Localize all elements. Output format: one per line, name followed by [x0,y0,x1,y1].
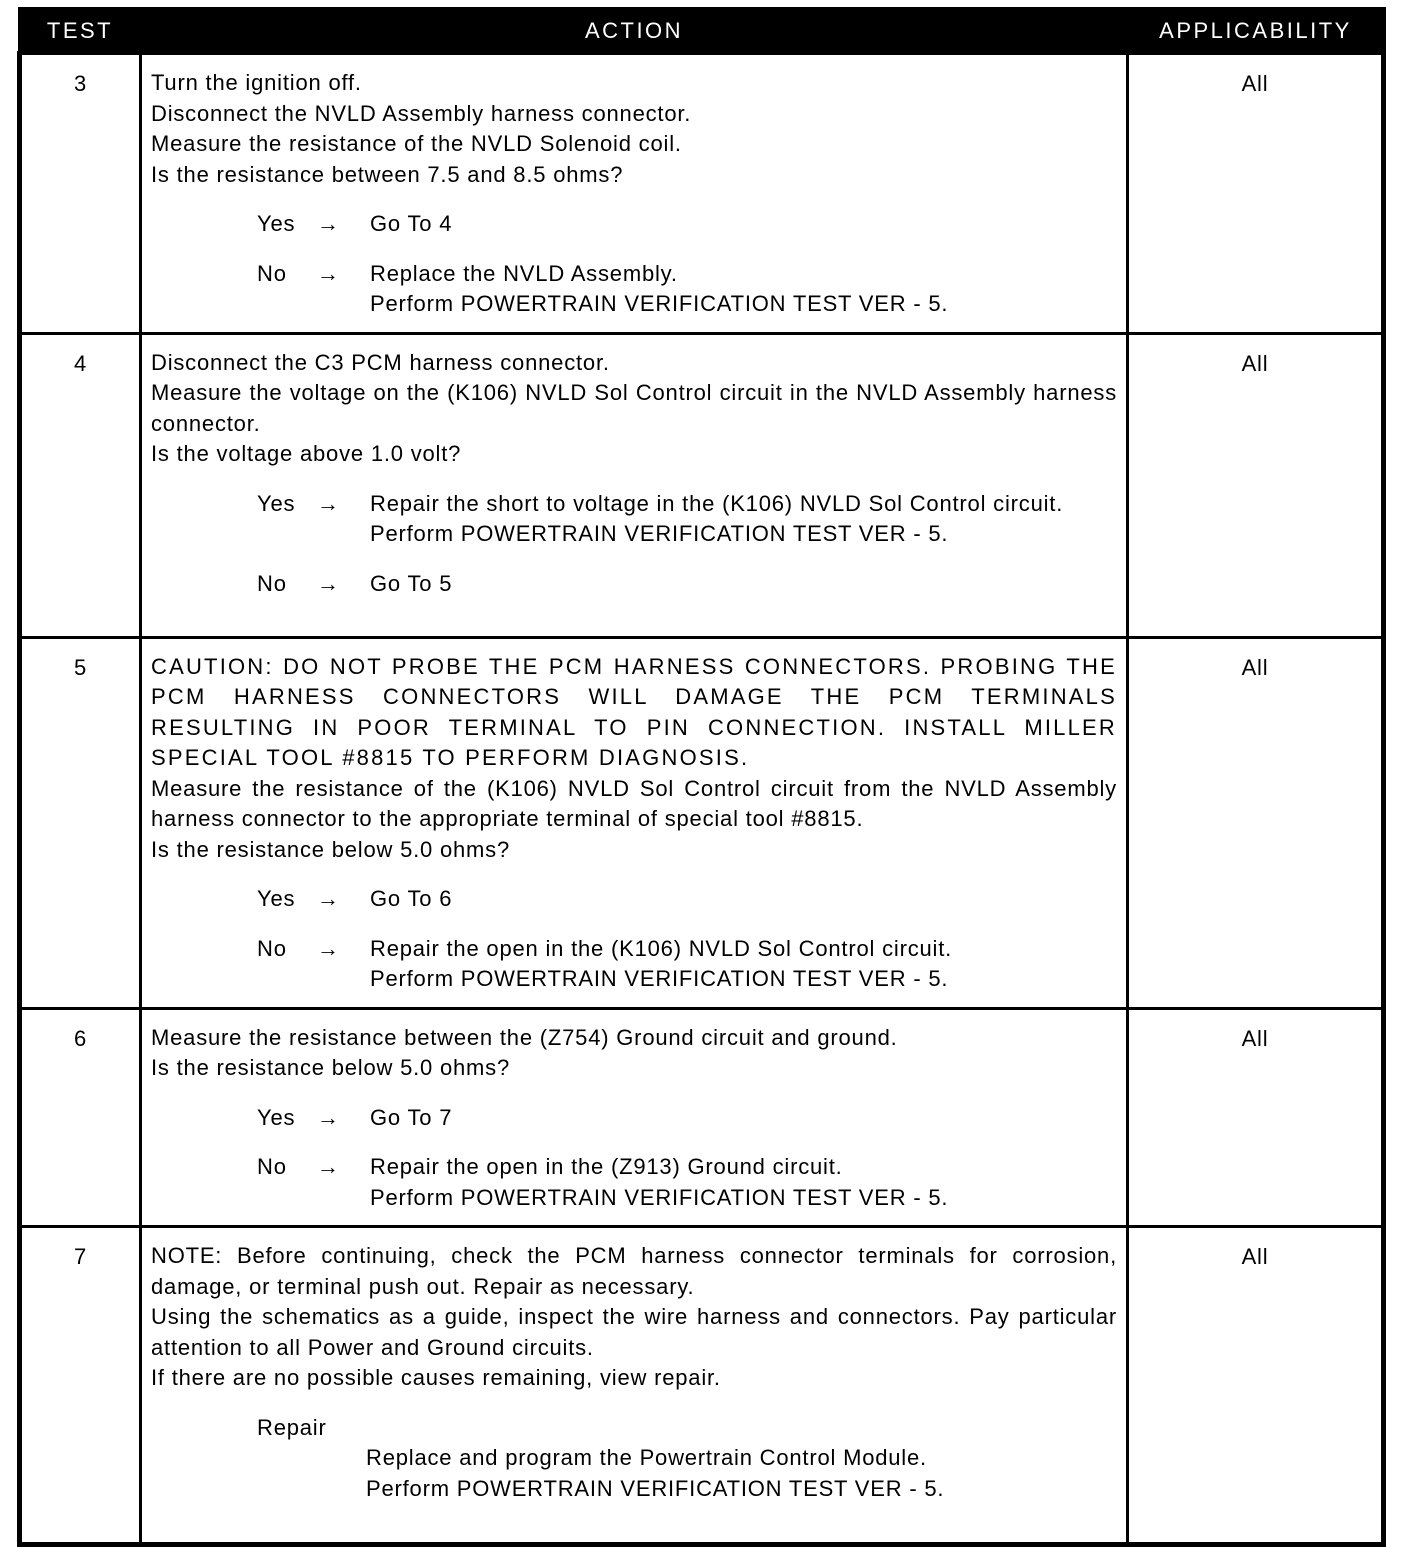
table-row [20,53,1384,333]
action-line: Turn the ignition off. [151,70,362,95]
response-line: Replace the NVLD Assembly. [370,260,678,286]
response-line: Repair the short to voltage in the (K106) NVLD Sol Control circuit. [370,490,1064,516]
right-arrow-icon: → [317,1104,340,1130]
response-line: Replace and program the Powertrain Control Module. [366,1445,927,1470]
test-number: 6 [20,1008,141,1227]
response-line: Go To 7 [370,1104,453,1130]
header-action: ACTION [141,9,1128,53]
response-line: Go To 5 [370,570,453,596]
action-line: Is the resistance below 5.0 ohms? [151,836,511,862]
action-cell [141,333,1128,637]
no-text [370,569,1117,600]
yes-text [370,884,1117,915]
action-line: If there are no possible causes remaining, view repair. [151,1365,721,1390]
applicability-value: All [1128,53,1384,333]
no-response [257,934,1117,995]
caution-text: CAUTION: DO NOT PROBE THE PCM HARNESS CONNECTORS. PROBING THE PCM HARNESS CONNECTORS WILL DAMAGE THE PCM TERMINALS RESULTING IN POOR TERMINAL TO PIN CONNECTION. INSTALL MILLER SPECIAL TOOL #8815 TO PERFORM DIAGNOSIS. [151,653,1117,770]
action-line: Disconnect the C3 PCM harness connector. [151,349,610,375]
no-response [257,569,1117,600]
action-cell [141,53,1128,333]
header-applicability: APPLICABILITY [1128,9,1384,53]
yes-text [370,209,1117,240]
yes-label: Yes [257,490,296,516]
test-table-document [17,7,1381,1547]
yes-label: Yes [257,211,296,236]
note-text: NOTE: Before continuing, check the PCM harness connector terminals for corrosion, damage, or terminal push out. Repair as necessary. [151,1243,1117,1299]
right-arrow-icon: → [317,886,340,911]
action-line: Is the resistance between 7.5 and 8.5 ohms? [151,161,624,187]
action-line: Measure the resistance of the (K106) NVLD Sol Control circuit from the NVLD Assembly harness connector to the appropriate terminal of special tool #8815. [151,775,1117,831]
no-text [370,934,1117,995]
right-arrow-icon: → [317,935,340,961]
action-line: Using the schematics as a guide, inspect the wire harness and connectors. Pay particular attention to all Power and Ground circuits. [151,1304,1117,1360]
action-line: Measure the voltage on the (K106) NVLD Sol Control circuit in the NVLD Assembly harness connector. [151,380,1117,436]
test-number: 7 [20,1227,141,1545]
table-header-row [20,9,1384,53]
no-response [257,259,1117,320]
action-cell [141,637,1128,1008]
yes-text [370,1103,1117,1134]
no-response [257,1152,1117,1213]
yes-response [257,489,1117,550]
no-text [370,259,1117,320]
no-label: No [257,935,287,961]
action-line: Disconnect the NVLD Assembly harness connector. [151,100,692,126]
yes-response [257,209,1117,240]
response-line: Go To 4 [370,211,453,236]
repair-label: Repair [257,1414,327,1440]
yes-text [370,489,1117,550]
response-line: Perform POWERTRAIN VERIFICATION TEST VER - 5. [370,521,949,546]
right-arrow-icon: → [317,1154,340,1179]
applicability-value: All [1128,333,1384,637]
test-number: 4 [20,333,141,637]
no-label: No [257,570,287,596]
applicability-value: All [1128,1008,1384,1227]
no-label: No [257,260,287,286]
response-line: Perform POWERTRAIN VERIFICATION TEST VER - 5. [370,966,949,991]
response-line: Repair the open in the (Z913) Ground circuit. [370,1154,843,1179]
yes-label: Yes [257,886,296,911]
action-line: Is the resistance below 5.0 ohms? [151,1055,511,1080]
right-arrow-icon: → [317,211,340,236]
response-line: Perform POWERTRAIN VERIFICATION TEST VER - 5. [366,1475,945,1501]
yes-label: Yes [257,1104,296,1130]
table-row [20,333,1384,637]
yes-response [257,1103,1117,1134]
header-test: TEST [20,9,141,53]
diagnostic-test-table [17,7,1386,1547]
action-line: Measure the resistance of the NVLD Solenoid coil. [151,131,682,156]
right-arrow-icon: → [317,490,340,516]
yes-response [257,884,1117,915]
response-line: Perform POWERTRAIN VERIFICATION TEST VER - 5. [370,1184,949,1210]
no-label: No [257,1154,287,1179]
repair-text [366,1443,1117,1504]
applicability-value: All [1128,637,1384,1008]
table-row [20,637,1384,1008]
response-line: Go To 6 [370,886,453,911]
action-cell [141,1227,1128,1545]
test-number: 5 [20,637,141,1008]
action-line: Is the voltage above 1.0 volt? [151,441,462,466]
action-line: Measure the resistance between the (Z754) Ground circuit and ground. [151,1024,898,1050]
table-row [20,1008,1384,1227]
response-line: Repair the open in the (K106) NVLD Sol Control circuit. [370,935,953,961]
test-number: 3 [20,53,141,333]
table-row [20,1227,1384,1545]
action-cell [141,1008,1128,1227]
applicability-value: All [1128,1227,1384,1545]
no-text [370,1152,1117,1213]
response-line: Perform POWERTRAIN VERIFICATION TEST VER - 5. [370,291,949,316]
right-arrow-icon: → [317,570,340,596]
right-arrow-icon: → [317,260,340,286]
